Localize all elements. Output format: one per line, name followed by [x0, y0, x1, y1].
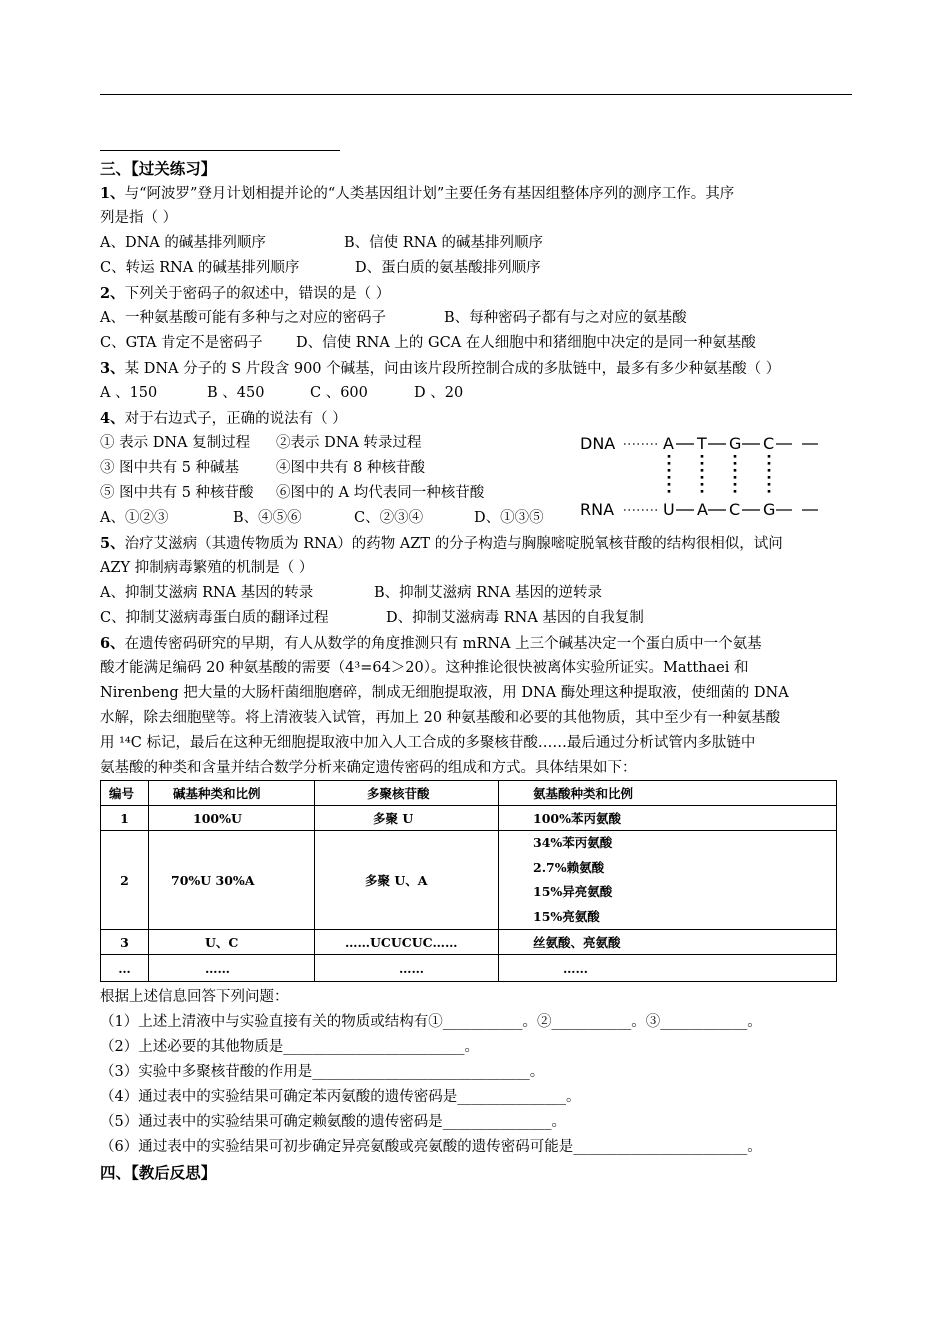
- row-amino: 丝氨酸、亮氨酸: [499, 930, 837, 955]
- q6-line1: 6、在遗传密码研究的早期，有人从数学的角度推测只有 mRNA 上三个碱基决定一个蛋白质中一个氨基: [100, 635, 762, 652]
- col-header-bases: 碱基种类和比例: [149, 781, 315, 806]
- q5-line1: 5、治疗艾滋病（其遗传物质为 RNA）的药物 AZT 的分子构造与胸腺嘧啶脱氧核苷酸的结构很相似，试问: [100, 535, 783, 552]
- dna-base: C: [763, 434, 775, 453]
- q6-prompt: 根据上述信息回答下列问题：: [100, 989, 289, 1005]
- top-rule: [100, 94, 852, 95]
- q4-s1: ① 表示 DNA 复制过程: [100, 435, 251, 451]
- short-rule: [100, 150, 340, 151]
- q4-opt-a: A、①②③: [100, 510, 169, 526]
- q6-line5: 用 ¹⁴C 标记，最后在这种无细胞提取液中加入人工合成的多聚核苷酸……最后通过分析试管内多肽链中: [100, 735, 756, 751]
- row-bases: U、C: [149, 930, 315, 955]
- row-bases: ……: [149, 955, 315, 982]
- q1-opt-c: C、转运 RNA 的碱基排列顺序: [100, 260, 300, 276]
- row-id: 2: [101, 831, 149, 930]
- q1-line2: 列是指（ ）: [100, 210, 178, 226]
- q5-opt-a: A、抑制艾滋病 RNA 基因的转录: [100, 585, 314, 601]
- q6-line6: 氨基酸的种类和含量并结合数学分析来确定遗传密码的组成和方式。具体结果如下：: [100, 760, 637, 776]
- amino-item: 15%亮氨酸: [533, 908, 600, 924]
- amino-item: 2.7%赖氨酸: [533, 859, 605, 875]
- q3-opt-a: A 、150: [100, 385, 158, 401]
- dna-base: A: [663, 434, 674, 453]
- q4-stem: 4、对于右边式子，正确的说法有（ ）: [100, 410, 347, 427]
- row-id: 3: [101, 930, 149, 955]
- q3-stem: 3、某 DNA 分子的 S 片段含 900 个碱基，问由该片段所控制合成的多肽链中，最多有多少种氨基酸（ ）: [100, 360, 781, 377]
- section3-title: 三、【过关练习】: [100, 159, 217, 178]
- q6-line3: Nirenbeng 把大量的大肠杆菌细胞磨碎，制成无细胞提取液，用 DNA 酶处理这种提取液，使细菌的 DNA: [100, 685, 789, 701]
- q4-s3: ③ 图中共有 5 种碱基: [100, 460, 240, 476]
- q6-line2: 酸才能满足编码 20 种氨基酸的需要（4³=64＞20）。这种推论很快被离体实验所证实。Matthaei 和: [100, 660, 749, 676]
- section4-title: 四、【教后反思】: [100, 1163, 217, 1182]
- rna-base: A: [697, 500, 708, 519]
- q4-opt-c: C、②③④: [354, 510, 424, 526]
- q4-s5: ⑤ 图中共有 5 种核苷酸: [100, 485, 254, 501]
- rna-base: G: [763, 500, 776, 519]
- q1-opt-d: D、蛋白质的氨基酸排列顺序: [355, 260, 541, 276]
- row-amino: 100%苯丙氨酸: [499, 806, 837, 831]
- q1-opt-b: B、信使 RNA 的碱基排列顺序: [344, 235, 543, 251]
- table-row: [101, 930, 837, 955]
- q4-s6: ⑥图中的 A 均代表同一种核苷酸: [276, 485, 485, 501]
- q6-sub5: （5）通过表中的实验结果可确定赖氨酸的遗传密码是_______________。: [100, 1114, 566, 1130]
- q6-sub6: （6）通过表中的实验结果可初步确定异亮氨酸或亮氨酸的遗传密码可能是________________________。: [100, 1139, 762, 1155]
- q4-opt-d: D、①③⑤: [474, 510, 544, 526]
- dna-base: G: [729, 434, 742, 453]
- dna-label: DNA: [580, 434, 616, 453]
- q3-opt-c: C 、600: [310, 385, 368, 401]
- row-poly: ……UCUCUC……: [315, 930, 499, 955]
- rna-base: U: [663, 500, 675, 519]
- row-amino-list: [499, 831, 837, 930]
- q6-sub2: （2）上述必要的其他物质是_________________________。: [100, 1039, 479, 1055]
- row-bases: 70%U 30%A: [149, 831, 315, 930]
- amino-item: 34%苯丙氨酸: [533, 835, 613, 850]
- q3-opt-d: D 、20: [414, 385, 464, 401]
- q6-sub4: （4）通过表中的实验结果可确定苯丙氨酸的遗传密码是_______________。: [100, 1089, 581, 1105]
- q5-opt-b: B、抑制艾滋病 RNA 基因的逆转录: [374, 585, 602, 601]
- q4-opt-b: B、④⑤⑥: [233, 510, 302, 526]
- table-row: [101, 806, 837, 831]
- row-poly: 多聚 U: [315, 806, 499, 831]
- row-poly: 多聚 U、A: [315, 831, 499, 930]
- q5-opt-c: C、抑制艾滋病毒蛋白质的翻译过程: [100, 610, 329, 626]
- base-pairing-diagram: [580, 427, 830, 523]
- table-header-row: [101, 781, 837, 806]
- q2-stem: 2、下列关于密码子的叙述中，错误的是（ ）: [100, 285, 391, 302]
- rna-label: RNA: [580, 500, 615, 519]
- q4-s4: ④图中共有 8 种核苷酸: [276, 460, 425, 476]
- q6-sub3: （3）实验中多聚核苷酸的作用是______________________________。: [100, 1064, 545, 1080]
- q2-opt-a: A、一种氨基酸可能有多种与之对应的密码子: [100, 310, 386, 326]
- row-id: 1: [101, 806, 149, 831]
- q1-line1: 1、与“阿波罗”登月计划相提并论的“人类基因组计划”主要任务有基因组整体序列的测序工作。其序: [100, 185, 735, 202]
- table-row: [101, 955, 837, 982]
- row-bases: 100%U: [149, 806, 315, 831]
- row-id: …: [101, 955, 149, 982]
- q2-opt-d: D、信使 RNA 上的 GCA 在人细胞中和猪细胞中决定的是同一种氨基酸: [296, 335, 756, 351]
- q6-sub1: （1）上述上清液中与实验直接有关的物质或结构有①___________。②___________。③____________。: [100, 1014, 762, 1030]
- q1-opt-a: A、DNA 的碱基排列顺序: [100, 235, 266, 251]
- q3-opt-b: B 、450: [207, 385, 265, 401]
- q6-line4: 水解，除去细胞壁等。将上清液装入试管，再加上 20 种氨基酸和必要的其他物质，其中至少有一种氨基酸: [100, 710, 781, 726]
- row-poly: ……: [315, 955, 499, 982]
- results-table: [100, 780, 837, 982]
- col-header-amino: 氨基酸种类和比例: [499, 781, 837, 806]
- q5-line2: AZY 抑制病毒繁殖的机制是（ ）: [100, 560, 314, 576]
- q4-s2: ②表示 DNA 转录过程: [276, 435, 422, 451]
- col-header-id: 编号: [101, 781, 149, 806]
- row-amino: ……: [499, 955, 837, 982]
- diagram-svg: [580, 427, 830, 523]
- q2-opt-b: B、每种密码子都有与之对应的氨基酸: [444, 310, 687, 326]
- rna-base: C: [729, 500, 741, 519]
- col-header-poly: 多聚核苷酸: [315, 781, 499, 806]
- q5-opt-d: D、抑制艾滋病毒 RNA 基因的自我复制: [386, 610, 644, 626]
- dna-base: T: [697, 434, 707, 453]
- table-row: [101, 831, 837, 930]
- q2-opt-c: C、GTA 肯定不是密码子: [100, 335, 263, 351]
- amino-item: 15%异亮氨酸: [533, 884, 613, 899]
